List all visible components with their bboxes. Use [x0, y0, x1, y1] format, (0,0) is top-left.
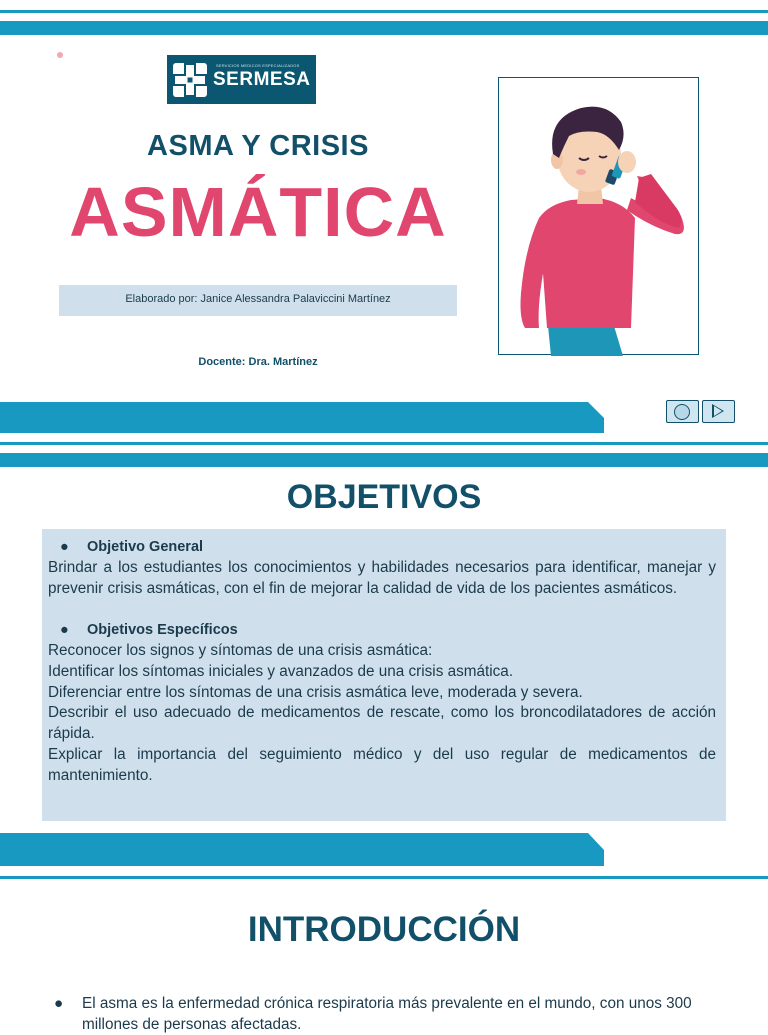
- general-objective-heading: [48, 537, 716, 558]
- logo-caption: SERVICIOS MEDICOS ESPECIALIZADOS: [216, 63, 300, 68]
- top-accent-band: [0, 21, 768, 35]
- general-objective-label: Objetivo General: [87, 539, 204, 555]
- specific-objective-line: Explicar la importancia del seguimiento médico y del uso regular de medicamentos de mantenimiento.: [48, 745, 716, 784]
- play-icon: [712, 404, 724, 418]
- cover-title-line2: ASMÁTICA: [69, 173, 447, 251]
- specific-objectives-heading: [48, 620, 716, 641]
- cover-title-line1: ASMA Y CRISIS: [147, 130, 369, 162]
- sermesa-logo: [167, 55, 316, 104]
- inhaler-illustration-frame: [498, 77, 699, 355]
- specific-objective-line: Identificar los síntomas iniciales y avanzados de una crisis asmática.: [48, 662, 514, 680]
- general-objective-text: Brindar a los estudiantes los conocimientos y habilidades necesarios para identificar, manejar y prevenir crisis asmáticas, con el fin de mejorar la calidad de vida de los pacientes asmáticos.: [48, 558, 716, 597]
- objectives-bottom-band: [0, 833, 604, 866]
- play-button[interactable]: [702, 400, 735, 423]
- specific-objective-line: Reconocer los signos y síntomas de una crisis asmática:: [48, 641, 433, 659]
- cover-slide: [0, 0, 768, 440]
- specific-objectives-label: Objetivos Específicos: [87, 622, 238, 639]
- objectives-box: [42, 529, 726, 821]
- objectives-top-band: [0, 453, 768, 467]
- record-button[interactable]: [666, 400, 699, 423]
- list-item: [54, 993, 724, 1035]
- list-item-text: El asma es la enfermedad crónica respiratoria más prevalente en el mundo, con unos 300 millones de personas afectadas.: [82, 995, 692, 1033]
- top-accent-line: [0, 10, 768, 13]
- bullet-icon: ●: [54, 995, 64, 1012]
- bullet-icon: ●: [60, 539, 69, 555]
- medical-cross-icon: [173, 63, 207, 97]
- bullet-icon: ●: [60, 622, 69, 639]
- specific-objective-line: Diferenciar entre los síntomas de una crisis asmática leve, moderada y severa.: [48, 683, 583, 701]
- author-text: Elaborado por: Janice Alessandra Palaviccini Martínez: [125, 293, 391, 305]
- objectives-content: [48, 537, 716, 787]
- logo-name: SERMESA: [213, 69, 311, 90]
- teacher-text: Docente: Dra. Martínez: [198, 356, 318, 368]
- specific-objective-line: Describir el uso adecuado de medicamentos de rescate, como los broncodilatadores de acción rápida.: [48, 704, 716, 743]
- circle-icon: [674, 404, 690, 420]
- introduction-title: INTRODUCCIÓN: [247, 910, 521, 949]
- person-using-inhaler-illustration: [499, 78, 700, 356]
- decorative-dot: [57, 52, 63, 58]
- author-box: [59, 285, 457, 316]
- bottom-accent-band: [0, 402, 604, 433]
- introduction-list: [54, 993, 724, 1035]
- objectives-title: OBJETIVOS: [286, 478, 482, 516]
- slide-divider-line: [0, 876, 768, 879]
- slide-divider-line: [0, 442, 768, 445]
